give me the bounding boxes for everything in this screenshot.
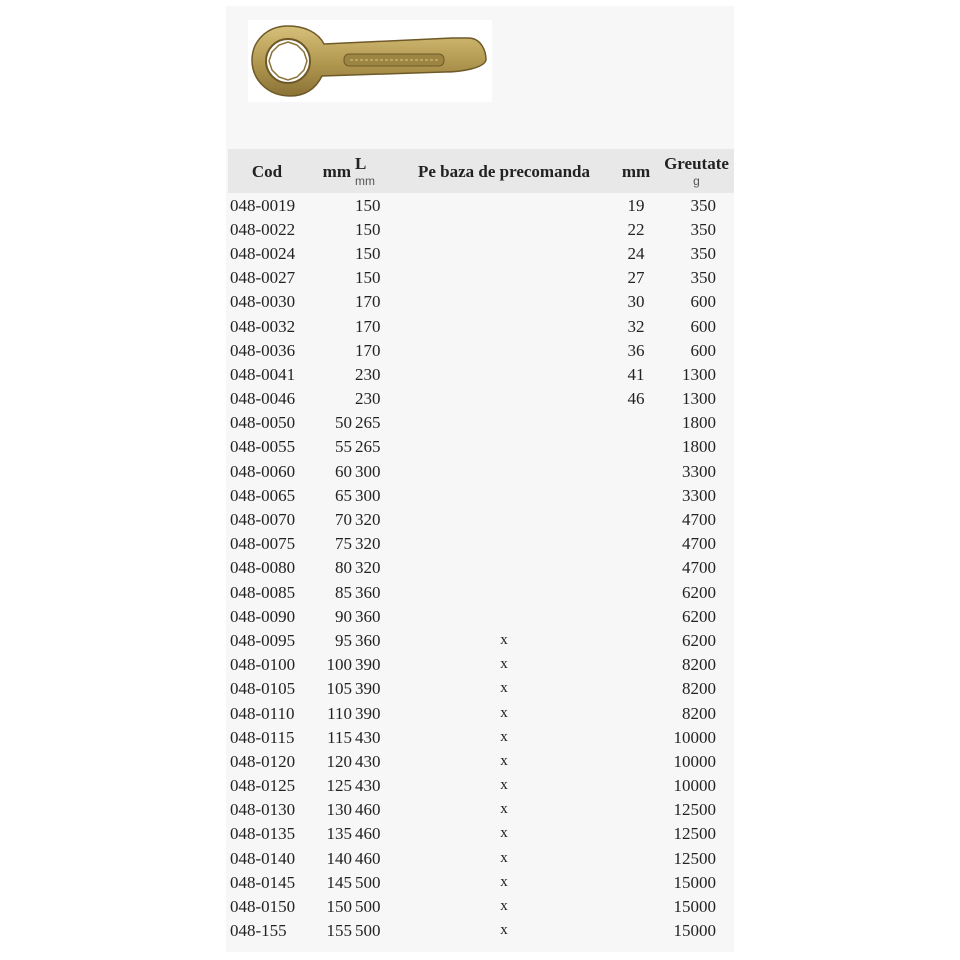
cell-mm bbox=[320, 241, 355, 265]
cell-greutate: 4700 bbox=[682, 558, 716, 578]
cell-mm: 55 bbox=[335, 437, 352, 457]
cell-mm: 135 bbox=[326, 824, 352, 844]
cell-mm2: 24 bbox=[627, 243, 645, 263]
cell-precomanda: x bbox=[500, 849, 508, 866]
cell-mm2 bbox=[613, 580, 659, 604]
cell-precomanda bbox=[395, 580, 613, 604]
cell-greutate: 4700 bbox=[682, 510, 716, 530]
cell-greutate: 1800 bbox=[682, 413, 716, 433]
cell-l: 390 bbox=[355, 703, 381, 723]
cell-l: 360 bbox=[355, 630, 381, 650]
cell-l: 170 bbox=[355, 292, 381, 312]
cell-cod: 048-0022 bbox=[230, 219, 296, 239]
header-mm2: mm bbox=[621, 161, 651, 181]
cell-greutate: 15000 bbox=[673, 872, 716, 892]
cell-mm: 110 bbox=[327, 703, 352, 723]
cell-l: 430 bbox=[355, 727, 381, 747]
table-row bbox=[228, 628, 734, 652]
cell-mm2: 27 bbox=[627, 268, 645, 288]
header-l bbox=[355, 149, 395, 193]
cell-cod: 048-0110 bbox=[230, 703, 295, 723]
table-row bbox=[228, 798, 734, 822]
cell-cod: 048-0030 bbox=[230, 292, 296, 312]
cell-greutate: 15000 bbox=[673, 921, 716, 941]
cell-cod: 048-0032 bbox=[230, 316, 296, 336]
cell-mm2: 32 bbox=[627, 316, 645, 336]
cell-mm2 bbox=[613, 628, 659, 652]
cell-cod: 048-0060 bbox=[230, 461, 296, 481]
cell-precomanda bbox=[395, 604, 613, 628]
cell-cod: 048-0065 bbox=[230, 485, 296, 505]
table-row bbox=[228, 725, 734, 749]
cell-mm2: 36 bbox=[627, 340, 645, 360]
table-row bbox=[228, 459, 734, 483]
cell-l: 265 bbox=[355, 413, 381, 433]
cell-cod: 048-155 bbox=[230, 921, 287, 941]
cell-mm: 65 bbox=[335, 485, 352, 505]
table-row bbox=[228, 580, 734, 604]
cell-cod: 048-0085 bbox=[230, 582, 296, 602]
cell-greutate: 12500 bbox=[673, 800, 716, 820]
cell-mm bbox=[320, 338, 355, 362]
cell-precomanda: x bbox=[500, 801, 508, 818]
cell-precomanda: x bbox=[500, 777, 508, 794]
table-row bbox=[228, 846, 734, 870]
cell-l: 460 bbox=[355, 848, 381, 868]
cell-mm: 85 bbox=[335, 582, 352, 602]
cell-precomanda bbox=[395, 532, 613, 556]
table-body bbox=[228, 193, 734, 943]
table-row bbox=[228, 507, 734, 531]
table-row bbox=[228, 677, 734, 701]
table-row bbox=[228, 266, 734, 290]
table-header-row bbox=[228, 149, 734, 193]
cell-mm: 95 bbox=[335, 630, 352, 650]
cell-mm2 bbox=[613, 798, 659, 822]
cell-l: 360 bbox=[355, 606, 381, 626]
cell-mm: 140 bbox=[326, 848, 352, 868]
header-precomanda: Pe baza de precomanda bbox=[417, 161, 591, 181]
cell-mm2: 19 bbox=[627, 195, 645, 215]
header-greutate bbox=[659, 149, 734, 193]
cell-mm: 100 bbox=[326, 655, 352, 675]
cell-l: 230 bbox=[355, 364, 381, 384]
table-row bbox=[228, 483, 734, 507]
header-l-unit: mm bbox=[355, 174, 375, 188]
cell-mm: 70 bbox=[335, 510, 352, 530]
cell-mm2 bbox=[613, 556, 659, 580]
cell-cod: 048-0041 bbox=[230, 364, 296, 384]
cell-greutate: 350 bbox=[690, 219, 716, 239]
cell-cod: 048-0150 bbox=[230, 897, 296, 917]
table-row bbox=[228, 653, 734, 677]
cell-l: 320 bbox=[355, 534, 381, 554]
cell-precomanda: x bbox=[500, 656, 508, 673]
header-greutate-label: Greutate bbox=[664, 154, 729, 173]
cell-mm: 125 bbox=[326, 776, 352, 796]
cell-l: 320 bbox=[355, 510, 381, 530]
table-row bbox=[228, 701, 734, 725]
cell-l: 230 bbox=[355, 389, 381, 409]
cell-greutate: 10000 bbox=[673, 727, 716, 747]
cell-cod: 048-0075 bbox=[230, 534, 296, 554]
cell-mm: 130 bbox=[326, 800, 352, 820]
cell-l: 170 bbox=[355, 340, 381, 360]
header-greutate-unit: g bbox=[693, 174, 700, 188]
cell-mm2 bbox=[613, 653, 659, 677]
cell-greutate: 6200 bbox=[682, 606, 716, 626]
table-row bbox=[228, 387, 734, 411]
cell-mm: 145 bbox=[326, 872, 352, 892]
cell-l: 170 bbox=[355, 316, 381, 336]
cell-mm2 bbox=[613, 894, 659, 918]
cell-greutate: 3300 bbox=[682, 461, 716, 481]
cell-l: 460 bbox=[355, 800, 381, 820]
cell-mm2 bbox=[613, 507, 659, 531]
cell-greutate: 10000 bbox=[673, 776, 716, 796]
cell-precomanda bbox=[395, 314, 613, 338]
cell-cod: 048-0145 bbox=[230, 872, 296, 892]
cell-l: 320 bbox=[355, 558, 381, 578]
cell-mm: 60 bbox=[335, 461, 352, 481]
cell-precomanda bbox=[395, 483, 613, 507]
cell-precomanda: x bbox=[500, 728, 508, 745]
table-row bbox=[228, 362, 734, 386]
cell-mm2 bbox=[613, 774, 659, 798]
cell-precomanda bbox=[395, 362, 613, 386]
cell-l: 430 bbox=[355, 751, 381, 771]
table-row bbox=[228, 314, 734, 338]
cell-l: 360 bbox=[355, 582, 381, 602]
cell-precomanda bbox=[395, 556, 613, 580]
cell-mm2 bbox=[613, 411, 659, 435]
cell-cod: 048-0036 bbox=[230, 340, 296, 360]
cell-mm: 105 bbox=[326, 679, 352, 699]
cell-precomanda bbox=[395, 193, 613, 217]
cell-cod: 048-0027 bbox=[230, 268, 296, 288]
cell-greutate: 1300 bbox=[682, 364, 716, 384]
cell-precomanda bbox=[395, 217, 613, 241]
table-row bbox=[228, 217, 734, 241]
cell-mm: 90 bbox=[335, 606, 352, 626]
cell-greutate: 600 bbox=[690, 316, 716, 336]
header-mm: mm bbox=[322, 161, 351, 181]
cell-precomanda: x bbox=[500, 704, 508, 721]
cell-precomanda: x bbox=[500, 752, 508, 769]
cell-mm2 bbox=[613, 749, 659, 773]
table-row bbox=[228, 749, 734, 773]
table-row bbox=[228, 435, 734, 459]
cell-precomanda: x bbox=[500, 898, 508, 915]
cell-greutate: 6200 bbox=[682, 630, 716, 650]
cell-greutate: 350 bbox=[690, 195, 716, 215]
cell-precomanda: x bbox=[500, 631, 508, 648]
table-row bbox=[228, 822, 734, 846]
cell-cod: 048-0024 bbox=[230, 243, 296, 263]
cell-cod: 048-0019 bbox=[230, 195, 296, 215]
cell-mm bbox=[320, 387, 355, 411]
cell-greutate: 8200 bbox=[682, 703, 716, 723]
cell-greutate: 600 bbox=[690, 292, 716, 312]
product-table bbox=[228, 149, 734, 943]
cell-mm2 bbox=[613, 459, 659, 483]
cell-cod: 048-0055 bbox=[230, 437, 296, 457]
cell-mm bbox=[320, 362, 355, 386]
cell-l: 265 bbox=[355, 437, 381, 457]
cell-mm: 80 bbox=[335, 558, 352, 578]
cell-mm bbox=[320, 193, 355, 217]
cell-greutate: 15000 bbox=[673, 897, 716, 917]
cell-mm2 bbox=[613, 870, 659, 894]
cell-mm2: 22 bbox=[627, 219, 645, 239]
cell-cod: 048-0050 bbox=[230, 413, 296, 433]
cell-l: 150 bbox=[355, 195, 381, 215]
cell-greutate: 8200 bbox=[682, 679, 716, 699]
cell-mm2 bbox=[613, 725, 659, 749]
table-row bbox=[228, 774, 734, 798]
cell-mm2 bbox=[613, 483, 659, 507]
cell-l: 430 bbox=[355, 776, 381, 796]
cell-greutate: 3300 bbox=[682, 485, 716, 505]
cell-precomanda: x bbox=[500, 825, 508, 842]
cell-mm2 bbox=[613, 822, 659, 846]
cell-precomanda bbox=[395, 459, 613, 483]
cell-greutate: 12500 bbox=[673, 824, 716, 844]
cell-precomanda bbox=[395, 241, 613, 265]
cell-mm: 155 bbox=[326, 921, 352, 941]
cell-precomanda bbox=[395, 507, 613, 531]
cell-l: 390 bbox=[355, 655, 381, 675]
cell-greutate: 1300 bbox=[682, 389, 716, 409]
cell-cod: 048-0125 bbox=[230, 776, 296, 796]
product-photo bbox=[248, 20, 492, 102]
cell-l: 150 bbox=[355, 243, 381, 263]
cell-mm bbox=[320, 266, 355, 290]
cell-l: 300 bbox=[355, 485, 381, 505]
cell-greutate: 350 bbox=[690, 268, 716, 288]
cell-l: 150 bbox=[355, 268, 381, 288]
table-row bbox=[228, 290, 734, 314]
cell-precomanda bbox=[395, 338, 613, 362]
cell-cod: 048-0100 bbox=[230, 655, 296, 675]
cell-precomanda bbox=[395, 411, 613, 435]
table-row bbox=[228, 411, 734, 435]
table-row bbox=[228, 241, 734, 265]
cell-l: 500 bbox=[355, 897, 381, 917]
cell-cod: 048-0090 bbox=[230, 606, 296, 626]
cell-mm2 bbox=[613, 701, 659, 725]
cell-cod: 048-0070 bbox=[230, 510, 296, 530]
cell-l: 500 bbox=[355, 872, 381, 892]
cell-greutate: 6200 bbox=[682, 582, 716, 602]
cell-mm2: 46 bbox=[627, 389, 645, 409]
cell-mm bbox=[320, 314, 355, 338]
cell-cod: 048-0120 bbox=[230, 751, 296, 771]
cell-precomanda bbox=[395, 266, 613, 290]
cell-mm: 120 bbox=[326, 751, 352, 771]
cell-mm2 bbox=[613, 604, 659, 628]
header-l-label: L bbox=[355, 154, 367, 173]
cell-cod: 048-0046 bbox=[230, 389, 296, 409]
cell-mm: 150 bbox=[326, 897, 352, 917]
cell-greutate: 12500 bbox=[673, 848, 716, 868]
cell-mm: 75 bbox=[335, 534, 352, 554]
cell-mm bbox=[320, 290, 355, 314]
cell-mm2 bbox=[613, 532, 659, 556]
cell-mm: 50 bbox=[335, 413, 352, 433]
cell-mm bbox=[320, 217, 355, 241]
cell-l: 150 bbox=[355, 219, 381, 239]
table-row bbox=[228, 556, 734, 580]
cell-mm2: 41 bbox=[627, 364, 645, 384]
cell-cod: 048-0140 bbox=[230, 848, 296, 868]
cell-cod: 048-0080 bbox=[230, 558, 296, 578]
cell-l: 500 bbox=[355, 921, 381, 941]
table-row bbox=[228, 894, 734, 918]
cell-greutate: 4700 bbox=[682, 534, 716, 554]
cell-greutate: 350 bbox=[690, 243, 716, 263]
cell-l: 390 bbox=[355, 679, 381, 699]
cell-precomanda: x bbox=[500, 873, 508, 890]
cell-precomanda: x bbox=[500, 922, 508, 939]
cell-greutate: 600 bbox=[690, 340, 716, 360]
cell-l: 460 bbox=[355, 824, 381, 844]
cell-cod: 048-0105 bbox=[230, 679, 296, 699]
cell-precomanda bbox=[395, 387, 613, 411]
cell-cod: 048-0130 bbox=[230, 800, 296, 820]
cell-greutate: 8200 bbox=[682, 655, 716, 675]
cell-greutate: 10000 bbox=[673, 751, 716, 771]
table-row bbox=[228, 338, 734, 362]
cell-mm2 bbox=[613, 919, 659, 943]
cell-precomanda bbox=[395, 290, 613, 314]
table-row bbox=[228, 604, 734, 628]
table-row bbox=[228, 870, 734, 894]
table-row bbox=[228, 919, 734, 943]
cell-precomanda: x bbox=[500, 680, 508, 697]
cell-cod: 048-0115 bbox=[230, 727, 295, 747]
cell-l: 300 bbox=[355, 461, 381, 481]
header-cod: Cod bbox=[251, 161, 283, 181]
table-row bbox=[228, 193, 734, 217]
cell-mm2 bbox=[613, 677, 659, 701]
cell-cod: 048-0095 bbox=[230, 630, 296, 650]
cell-mm2 bbox=[613, 846, 659, 870]
cell-cod: 048-0135 bbox=[230, 824, 296, 844]
table-row bbox=[228, 532, 734, 556]
cell-mm2: 30 bbox=[627, 292, 645, 312]
cell-mm2 bbox=[613, 435, 659, 459]
cell-mm: 115 bbox=[327, 727, 352, 747]
cell-greutate: 1800 bbox=[682, 437, 716, 457]
ring-slugging-wrench-icon bbox=[248, 20, 492, 102]
cell-precomanda bbox=[395, 435, 613, 459]
